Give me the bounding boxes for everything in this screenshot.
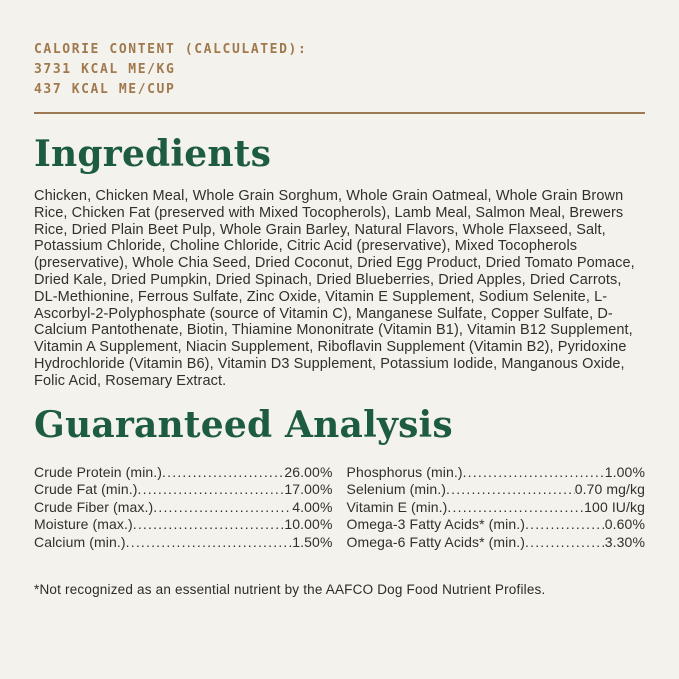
analysis-value: 4.00% [292, 498, 333, 515]
analysis-value: 3.30% [604, 533, 645, 550]
dot-leader [126, 534, 293, 552]
analysis-row-crude-fiber [34, 499, 333, 517]
dot-leader [162, 464, 284, 482]
analysis-row-calcium [34, 534, 333, 552]
dot-leader [153, 499, 292, 517]
guaranteed-analysis-table [34, 464, 645, 552]
dot-leader [463, 464, 605, 482]
analysis-value: 1.50% [292, 533, 333, 550]
dot-leader [138, 481, 285, 499]
analysis-label: Moisture (max.) [34, 516, 133, 533]
section-divider [34, 112, 645, 114]
analysis-row-crude-protein [34, 464, 333, 482]
ingredients-title: Ingredients [34, 133, 272, 175]
analysis-value: 0.70 mg/kg [574, 481, 645, 498]
analysis-label: Calcium (min.) [34, 533, 126, 550]
calorie-kcal-per-kg: 3731 KCAL ME/KG [34, 62, 176, 77]
analysis-value: 10.00% [284, 516, 333, 533]
analysis-value: 1.00% [604, 463, 645, 480]
analysis-row-phosphorus [347, 464, 646, 482]
analysis-row-moisture [34, 516, 333, 534]
analysis-row-omega-3 [347, 516, 646, 534]
analysis-label: Omega-3 Fatty Acids* (min.) [346, 516, 526, 533]
analysis-row-selenium [347, 481, 646, 499]
analysis-value: 100 IU/kg [584, 498, 645, 515]
calorie-content-section [34, 40, 645, 100]
analysis-label: Selenium (min.) [346, 481, 447, 498]
dot-leader [133, 516, 285, 534]
analysis-label: Crude Fiber (max.) [34, 498, 154, 515]
dot-leader [447, 499, 584, 517]
calorie-kcal-per-cup: 437 KCAL ME/CUP [34, 82, 176, 97]
analysis-label: Vitamin E (min.) [346, 498, 448, 515]
ingredients-text: Chicken, Chicken Meal, Whole Grain Sorghum, Whole Grain Oatmeal, Whole Grain Brown Rice, Chicken Fat (preserved with Mixed Tocopherols), Lamb Meal, Salmon Meal, Brewers Rice, Dried Plain Beet Pulp, Whole Grain Barley, Natural Flavors, Whole Flaxseed, Salt, Potassium Chloride, Choline Chloride, Citric Acid (preservative), Mixed Tocopherols (preservative), Whole Chia Seed, Dried Coconut, Dried Egg Product, Dried Tomato Pomace, Dried Kale, Dried Pumpkin, Dried Spinach, Dried Blueberries, Dried Apples, Dried Carrots, DL-Methionine, Ferrous Sulfate, Zinc Oxide, Vitamin E Supplement, Sodium Selenite, L-Ascorbyl-2-Polyphosphate (source of Vitamin C), Manganese Sulfate, Copper Sulfate, D-Calcium Pantothenate, Biotin, Thiamine Mononitrate (Vitamin B1), Vitamin B12 Supplement, Vitamin A Supplement, Niacin Supplement, Riboflavin Supplement (Vitamin B2), Pyridoxine Hydrochloride (Vitamin B6), Vitamin D3 Supplement, Potassium Iodide, Manganous Oxide, Folic Acid, Rosemary Extract. [34, 188, 635, 389]
analysis-label: Phosphorus (min.) [346, 463, 463, 480]
dot-leader [525, 534, 605, 552]
analysis-right-column [347, 464, 646, 552]
footnote-text: *Not recognized as an essential nutrient by the AAFCO Dog Food Nutrient Profiles. [34, 581, 546, 597]
guaranteed-analysis-title: Guaranteed Analysis [34, 403, 453, 446]
analysis-row-vitamin-e [347, 499, 646, 517]
analysis-row-omega-6 [347, 534, 646, 552]
analysis-value: 26.00% [284, 463, 333, 480]
calorie-heading: CALORIE CONTENT (CALCULATED): [34, 42, 308, 57]
dot-leader [525, 516, 605, 534]
analysis-label: Crude Protein (min.) [34, 463, 163, 480]
analysis-row-crude-fat [34, 481, 333, 499]
analysis-value: 0.60% [604, 516, 645, 533]
analysis-label: Omega-6 Fatty Acids* (min.) [346, 533, 526, 550]
analysis-left-column [34, 464, 333, 552]
analysis-value: 17.00% [284, 481, 333, 498]
analysis-label: Crude Fat (min.) [34, 481, 138, 498]
dot-leader [446, 481, 575, 499]
